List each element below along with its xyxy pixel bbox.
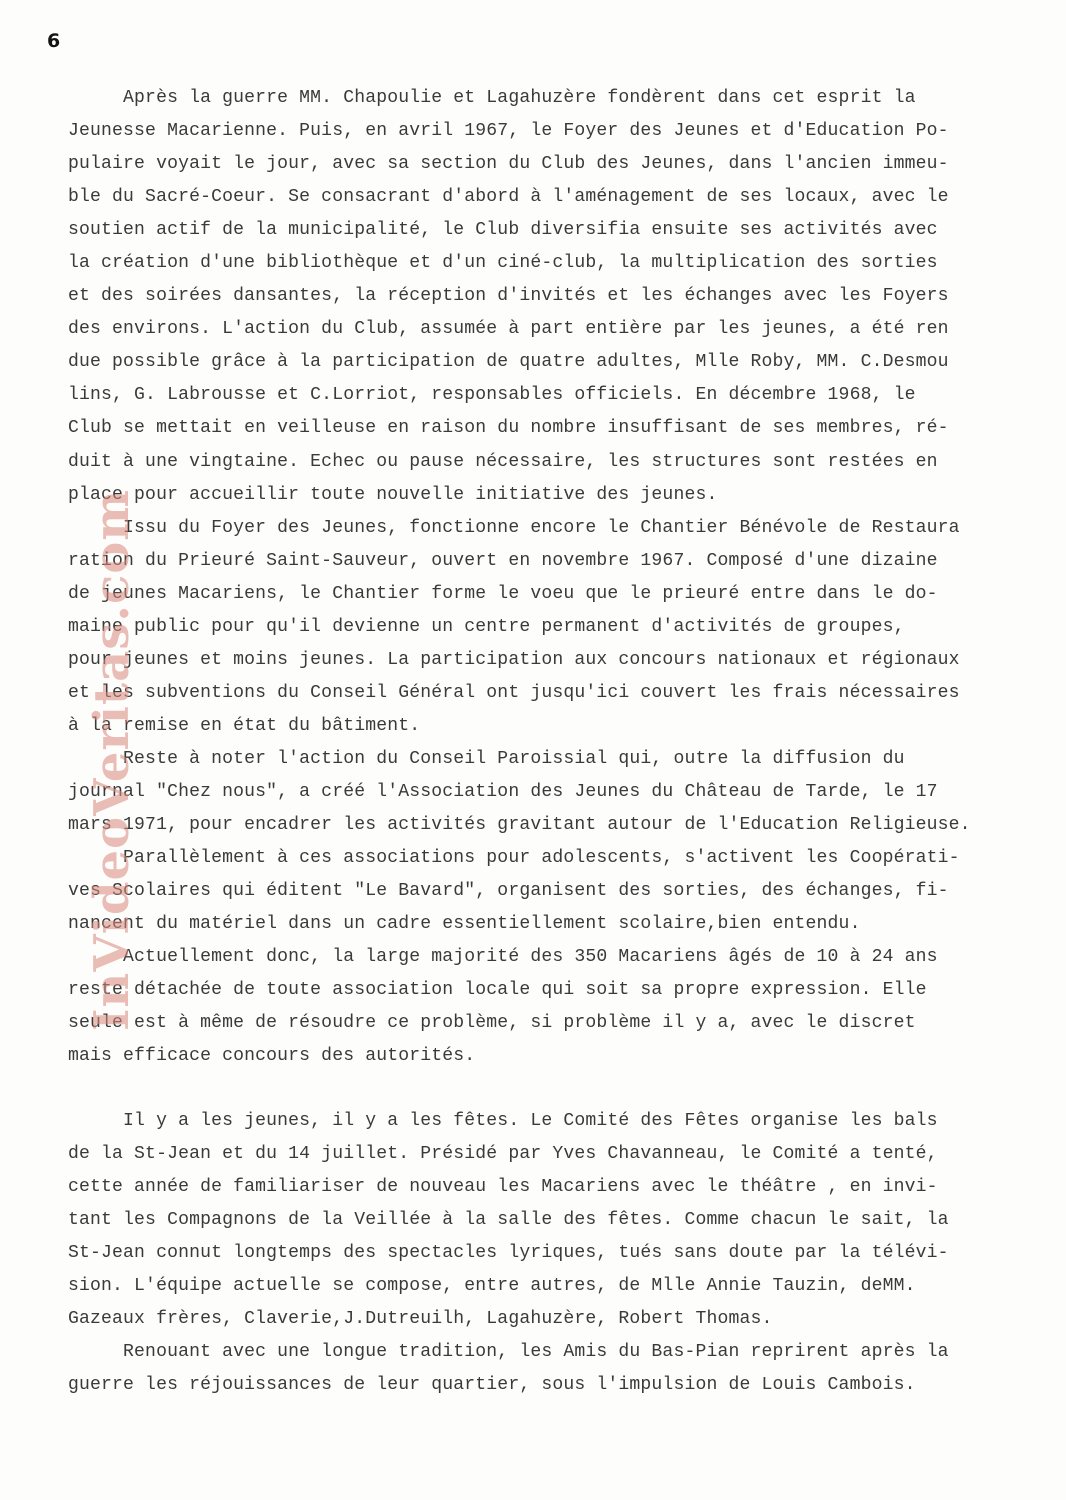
text-line: Issu du Foyer des Jeunes, fonctionne encore le Chantier Bénévole de Restaura xyxy=(68,517,960,538)
text-line: sion. L'équipe actuelle se compose, entre autres, de Mlle Annie Tauzin, deMM. xyxy=(68,1276,916,1297)
text-line: soutien actif de la municipalité, le Club diversifia ensuite ses activités avec xyxy=(68,220,938,241)
text-line: des environs. L'action du Club, assumée à part entière par les jeunes, a été ren xyxy=(68,319,949,340)
text-line: place pour accueillir toute nouvelle initiative des jeunes. xyxy=(68,484,718,505)
text-line: et les subventions du Conseil Général ont jusqu'ici couvert les frais nécessaires xyxy=(68,682,960,703)
text-line: seule est à même de résoudre ce problème, si problème il y a, avec le discret xyxy=(68,1013,916,1034)
text-line: mais efficace concours des autorités. xyxy=(68,1046,476,1067)
text-line: cette année de familiariser de nouveau les Macariens avec le théâtre , en invi- xyxy=(68,1177,938,1198)
text-line: Renouant avec une longue tradition, les Amis du Bas-Pian reprirent après la xyxy=(68,1342,949,1363)
text-line: tant les Compagnons de la Veillée à la salle des fêtes. Comme chacun le sait, la xyxy=(68,1210,949,1231)
text-line: Il y a les jeunes, il y a les fêtes. Le Comité des Fêtes organise les bals xyxy=(68,1111,938,1131)
text-line: pour jeunes et moins jeunes. La participation aux concours nationaux et régionaux xyxy=(68,649,960,670)
text-line: guerre les réjouissances de leur quartier, sous l'impulsion de Louis Cambois. xyxy=(68,1375,916,1396)
text-line: ves Scolaires qui éditent "Le Bavard", organisent des sorties, des échanges, fi- xyxy=(68,881,949,902)
text-line: Club se mettait en veilleuse en raison du nombre insuffisant de ses membres, ré- xyxy=(68,418,949,439)
text-line: Jeunesse Macarienne. Puis, en avril 1967, le Foyer des Jeunes et d'Education Po- xyxy=(68,121,949,142)
text-line: Gazeaux frères, Claverie,J.Dutreuilh, Lagahuzère, Robert Thomas. xyxy=(68,1309,773,1330)
text-line: de jeunes Macariens, le Chantier forme le voeu que le prieuré entre dans le do- xyxy=(68,583,938,604)
text-line: maine public pour qu'il devienne un centre permanent d'activités de groupes, xyxy=(68,616,905,637)
text-line: Actuellement donc, la large majorité des 350 Macariens âgés de 10 à 24 ans xyxy=(68,947,938,968)
text-block-youth-associations xyxy=(68,82,998,1073)
text-line: reste détachée de toute association locale qui soit sa propre expression. Elle xyxy=(68,980,927,1001)
text-line: lins, G. Labrousse et C.Lorriot, responsables officiels. En décembre 1968, le xyxy=(68,385,916,406)
text-line: à la remise en état du bâtiment. xyxy=(68,715,421,736)
text-line: et des soirées dansantes, la réception d'invités et les échanges avec les Foyers xyxy=(68,286,949,307)
text-line: due possible grâce à la participation de quatre adultes, Mlle Roby, MM. C.Desmou xyxy=(68,352,949,373)
text-line: Après la guerre MM. Chapoulie et Lagahuzère fondèrent dans cet esprit la xyxy=(68,88,916,108)
text-line: nancent du matériel dans un cadre essentiellement scolaire,bien entendu. xyxy=(68,914,861,935)
text-line: Reste à noter l'action du Conseil Paroissial qui, outre la diffusion du xyxy=(68,748,905,769)
text-line: duit à une vingtaine. Echec ou pause nécessaire, les structures sont restées en xyxy=(68,451,938,472)
text-line: de la St-Jean et du 14 juillet. Présidé par Yves Chavanneau, le Comité a tenté, xyxy=(68,1144,938,1165)
text-line: St-Jean connut longtemps des spectacles lyriques, tués sans doute par la télévi- xyxy=(68,1243,949,1264)
watermark-text: InVideoVeritas.com xyxy=(84,488,140,1032)
text-block-festivities xyxy=(68,1105,998,1402)
page-number: 6 xyxy=(47,30,61,52)
text-line: mars 1971, pour encadrer les activités gravitant autour de l'Education Religieuse. xyxy=(68,815,971,836)
text-line: pulaire voyait le jour, avec sa section du Club des Jeunes, dans l'ancien immeu- xyxy=(68,154,949,175)
text-line: ble du Sacré-Coeur. Se consacrant d'abord à l'aménagement de ses locaux, avec le xyxy=(68,187,949,208)
text-line: journal "Chez nous", a créé l'Association des Jeunes du Château de Tarde, le 17 xyxy=(68,781,938,802)
text-line: ration du Prieuré Saint-Sauveur, ouvert en novembre 1967. Composé d'une dizaine xyxy=(68,550,938,571)
text-line: Parallèlement à ces associations pour adolescents, s'activent les Coopérati- xyxy=(68,848,960,869)
text-line: la création d'une bibliothèque et d'un ciné-club, la multiplication des sorties xyxy=(68,253,938,274)
